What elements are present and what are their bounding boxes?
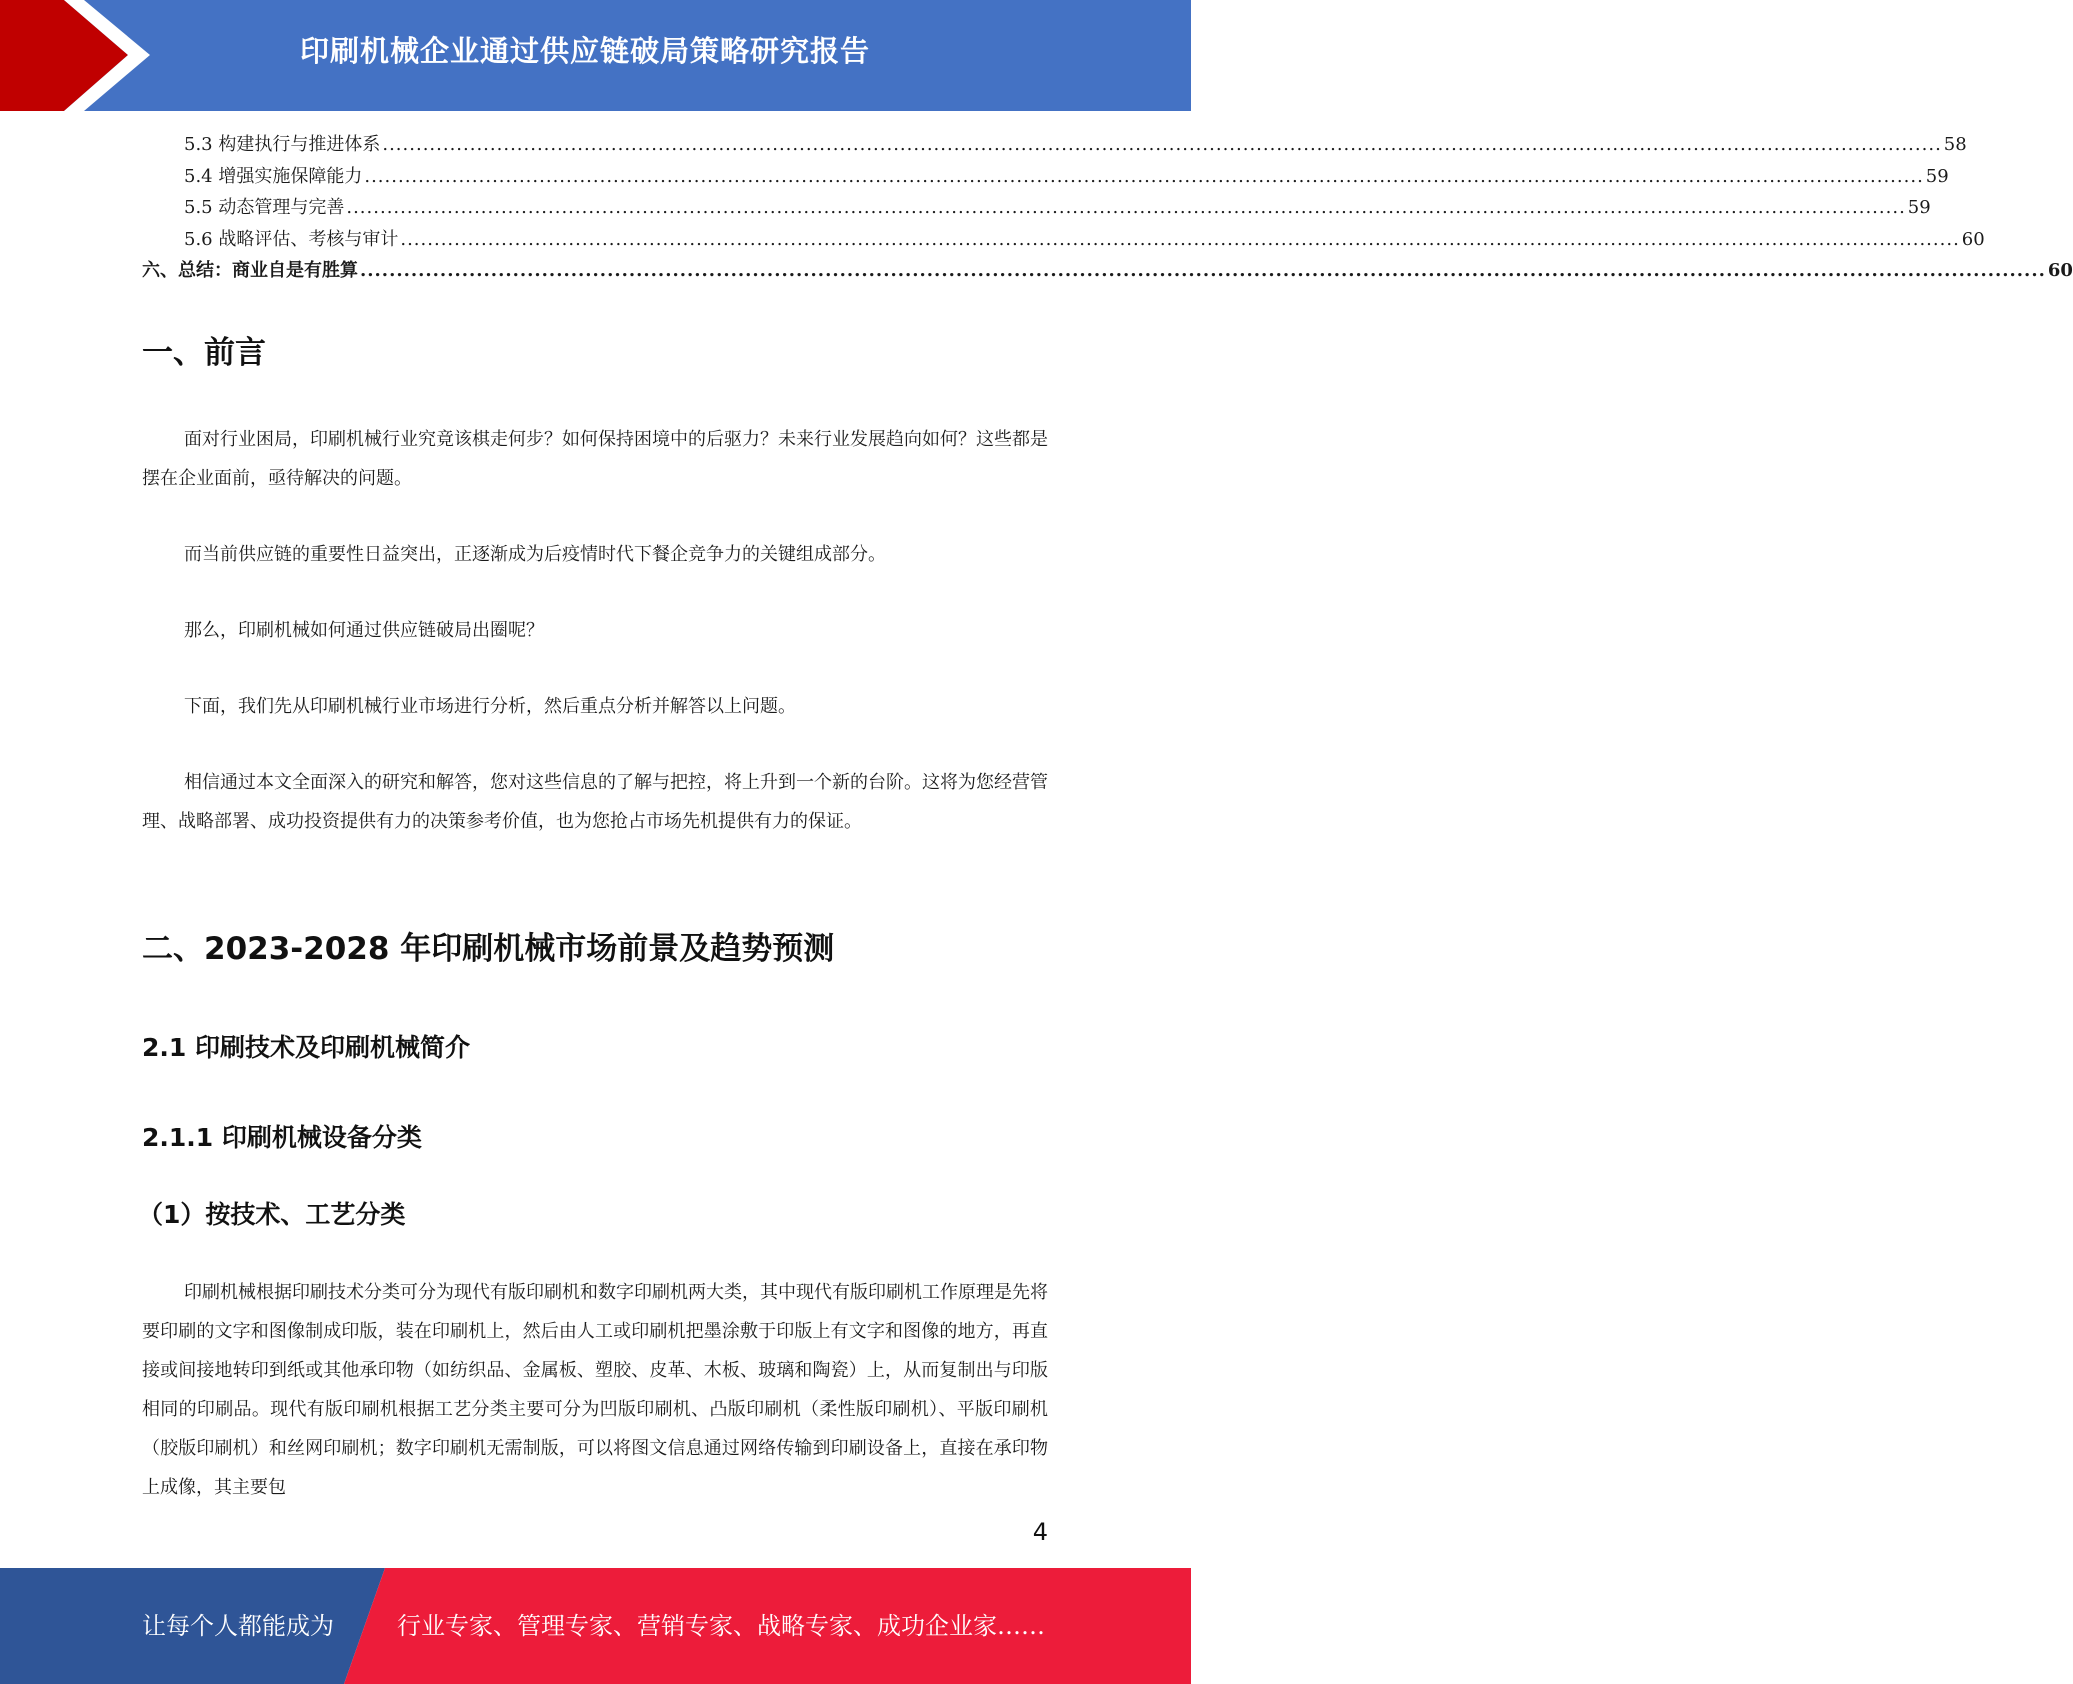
paragraph: 印刷机械根据印刷技术分类可分为现代有版印刷机和数字印刷机两大类，其中现代有版印刷机工作原理是先将要印刷的文字和图像制成印版，装在印刷机上，然后由人工或印刷机把墨涂敷于印版上有文字和图像的地方，再直接或间接地转印到纸或其他承印物（如纺织品、金属板、塑胶、皮革、木板、玻璃和陶瓷）上，从而复制出与印版相同的印刷品。现代有版印刷机根据工艺分类主要可分为凹版印刷机、凸版印刷机（柔性版印刷机）、平版印刷机（胶版印刷机）和丝网印刷机；数字印刷机无需制版，可以将图文信息通过网络传输到印刷设备上，直接在承印物上成像，其主要包	[142, 1282, 1048, 1498]
toc-item-label: 六、总结：商业自是有胜算	[142, 260, 358, 281]
page-header	[0, 0, 1191, 111]
toc-item-page: 59	[1925, 165, 1949, 187]
toc-leader-dots: ........................................................................................................................................................................................................................................	[364, 165, 1924, 187]
toc-item-page: 60	[2047, 260, 2073, 281]
table-of-contents	[142, 130, 2073, 288]
toc-item[interactable]	[142, 256, 2073, 288]
toc-leader-dots: ........................................................................................................................................................................................................................................	[400, 228, 1960, 250]
toc-item-label: 5.5 动态管理与完善	[184, 197, 345, 218]
header-chevron-decoration	[0, 0, 200, 111]
toc-leader-dots: ........................................................................................................................................................................................................................................	[346, 197, 1906, 218]
heading-preface: 一、前言	[142, 335, 266, 371]
toc-leader-dots: ........................................................................................................................................................................................................................................	[360, 260, 2046, 281]
heading-market-forecast: 二、2023-2028 年印刷机械市场前景及趋势预测	[142, 931, 835, 967]
paragraph: 那么，印刷机械如何通过供应链破局出圈呢？	[184, 620, 544, 641]
toc-item[interactable]	[142, 162, 1949, 194]
paragraph: 下面，我们先从印刷机械行业市场进行分析，然后重点分析并解答以上问题。	[184, 696, 796, 717]
paragraph: 而当前供应链的重要性日益突出，正逐渐成为后疫情时代下餐企竞争力的关键组成部分。	[184, 544, 886, 565]
toc-item-label: 5.3 构建执行与推进体系	[184, 134, 381, 155]
page-number: 4	[1032, 1518, 1048, 1546]
heading-2-1-1: 2.1.1 印刷机械设备分类	[142, 1123, 422, 1152]
page-footer	[0, 1568, 1191, 1684]
toc-item-page: 59	[1907, 197, 1931, 218]
toc-item-page: 60	[1961, 228, 1985, 250]
footer-slogan-right: 行业专家、管理专家、营销专家、战略专家、成功企业家……	[397, 1612, 1045, 1640]
footer-slogan-left: 让每个人都能成为	[142, 1612, 334, 1640]
toc-item[interactable]	[142, 225, 1985, 257]
toc-leader-dots: ........................................................................................................................................................................................................................................	[382, 134, 1942, 155]
toc-item-page: 58	[1943, 134, 1967, 155]
paragraph: 相信通过本文全面深入的研究和解答，您对这些信息的了解与把控，将上升到一个新的台阶。这将为您经营管理、战略部署、成功投资提供有力的决策参考价值，也为您抢占市场先机提供有力的保证。	[142, 772, 1048, 832]
heading-category: （1）按技术、工艺分类	[138, 1200, 406, 1229]
toc-item[interactable]	[142, 193, 1931, 225]
report-title: 印刷机械企业通过供应链破局策略研究报告	[300, 34, 871, 68]
toc-item-label: 5.6 战略评估、考核与审计	[184, 228, 399, 250]
toc-item[interactable]	[142, 130, 1967, 162]
toc-item-label: 5.4 增强实施保障能力	[184, 165, 363, 187]
heading-2-1: 2.1 印刷技术及印刷机械简介	[142, 1033, 470, 1062]
paragraph: 面对行业困局，印刷机械行业究竟该棋走何步？如何保持困境中的后驱力？未来行业发展趋向如何？这些都是摆在企业面前，亟待解决的问题。	[142, 429, 1048, 489]
